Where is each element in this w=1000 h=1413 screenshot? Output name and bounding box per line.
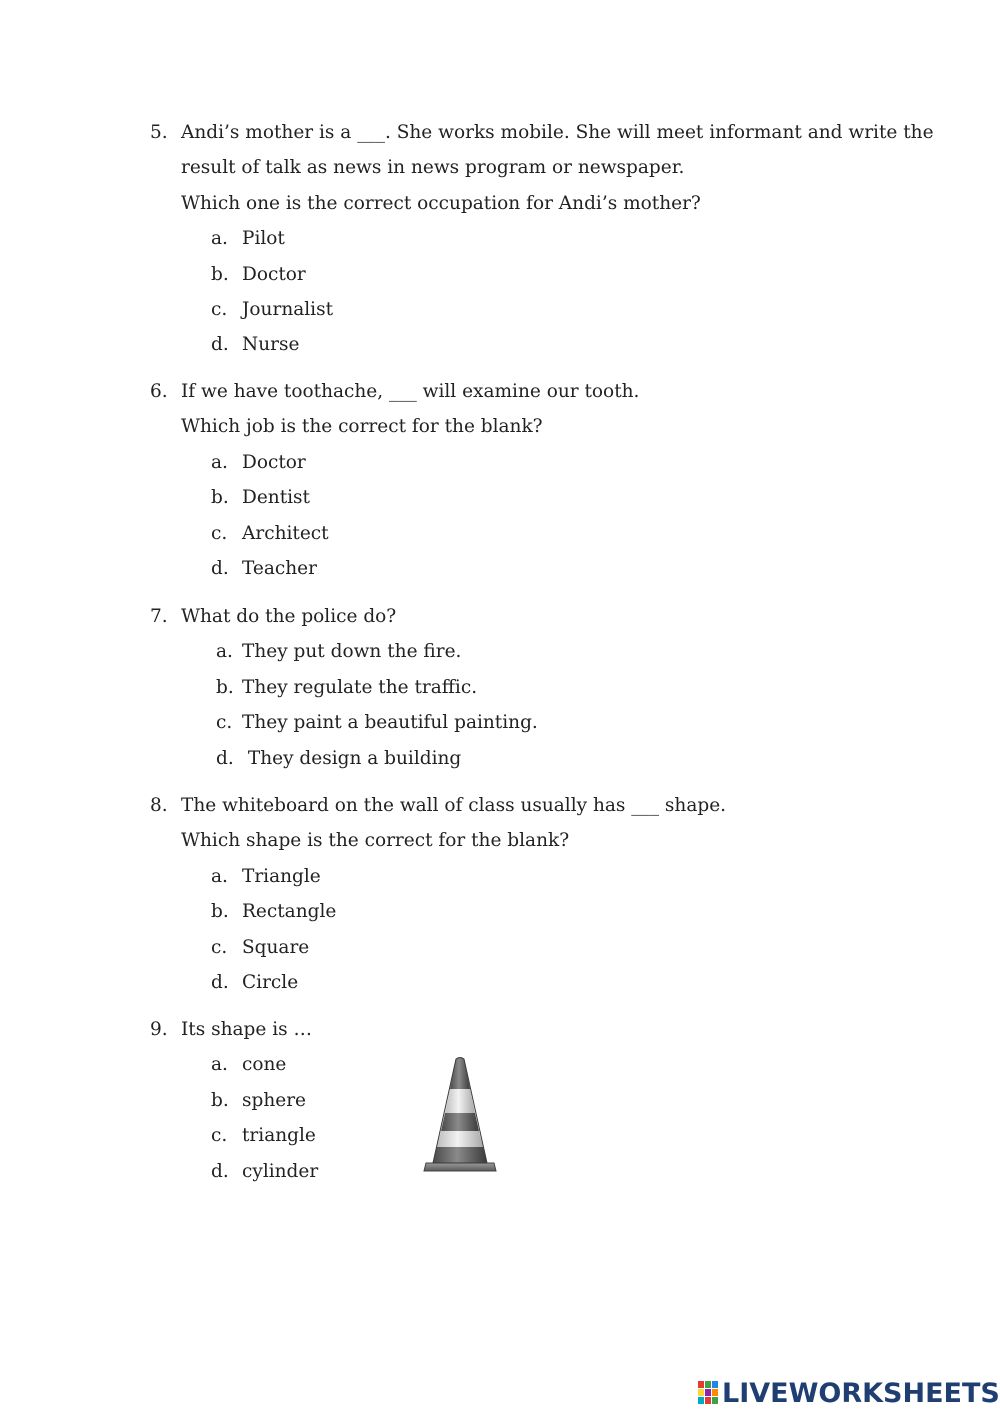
option-text: They paint a beautiful painting.	[242, 712, 538, 734]
question-text: Which job is the correct for the blank?	[181, 416, 543, 438]
answer-option[interactable]	[150, 741, 880, 776]
option-letter: c.	[211, 936, 228, 958]
option-letter: c.	[216, 712, 233, 734]
question-line	[150, 409, 880, 444]
question-9	[150, 1012, 880, 1189]
option-letter: a.	[211, 228, 228, 250]
question-text: If we have toothache, ___ will examine our tooth.	[181, 381, 640, 402]
option-text: triangle	[242, 1125, 316, 1147]
option-text: Journalist	[242, 298, 334, 320]
traffic-cone-icon	[420, 1055, 500, 1177]
question-number: 5.	[150, 122, 168, 143]
answer-option[interactable]	[150, 221, 880, 256]
question-line	[150, 1012, 880, 1047]
answer-option[interactable]	[150, 705, 880, 740]
option-letter: b.	[211, 263, 229, 285]
question-7	[150, 599, 880, 776]
option-letter: a.	[211, 1054, 228, 1076]
question-text: Andi’s mother is a ___. She works mobile. She will meet informant and write the	[181, 122, 934, 143]
question-line	[150, 823, 880, 858]
option-text: Dentist	[242, 487, 310, 509]
question-text: result of talk as news in news program or newspaper.	[181, 157, 685, 179]
answer-option[interactable]	[150, 894, 880, 929]
answer-option[interactable]	[150, 1154, 880, 1189]
option-text: sphere	[242, 1089, 306, 1111]
option-letter: c.	[211, 522, 228, 544]
option-text: Nurse	[242, 334, 300, 356]
option-text: They put down the fire.	[242, 641, 462, 663]
answer-option[interactable]	[150, 930, 880, 965]
option-letter: b.	[211, 487, 229, 509]
option-letter: d.	[211, 334, 229, 356]
question-line	[150, 788, 880, 823]
answer-option[interactable]	[150, 551, 880, 586]
answer-option[interactable]	[150, 859, 880, 894]
answer-option[interactable]	[150, 257, 880, 292]
answer-option[interactable]	[150, 1047, 880, 1082]
option-letter: c.	[211, 298, 228, 320]
option-letter: d.	[211, 557, 229, 579]
option-text: They regulate the traffic.	[242, 676, 478, 698]
option-text: Doctor	[242, 451, 306, 473]
brand-name: LIVEWORKSHEETS	[722, 1377, 1000, 1409]
option-letter: b.	[211, 901, 229, 923]
option-letter: a.	[211, 865, 228, 887]
question-number: 9.	[150, 1019, 168, 1040]
question-8	[150, 788, 880, 1000]
answer-option[interactable]	[150, 292, 880, 327]
answer-option[interactable]	[150, 670, 880, 705]
option-text: Square	[242, 936, 310, 958]
answer-option[interactable]	[150, 445, 880, 480]
option-letter: b.	[216, 676, 234, 698]
option-text: Circle	[242, 971, 299, 993]
question-text: Which shape is the correct for the blank?	[181, 830, 570, 852]
footer-brand[interactable]	[697, 1377, 1000, 1409]
question-text: Its shape is …	[181, 1019, 313, 1040]
question-number: 8.	[150, 795, 168, 816]
option-text: Pilot	[242, 228, 285, 250]
question-number: 7.	[150, 606, 168, 627]
option-text: Doctor	[242, 263, 306, 285]
question-text: What do the police do?	[181, 606, 397, 627]
option-letter: d.	[216, 747, 234, 769]
answer-option[interactable]	[150, 634, 880, 669]
answer-option[interactable]	[150, 327, 880, 362]
question-number: 6.	[150, 381, 168, 402]
answer-option[interactable]	[150, 1118, 880, 1153]
option-text: Triangle	[242, 865, 321, 887]
question-6	[150, 374, 880, 586]
option-letter: a.	[216, 641, 233, 663]
option-letter: a.	[211, 451, 228, 473]
question-line	[150, 374, 880, 409]
option-letter: c.	[211, 1125, 228, 1147]
answer-option[interactable]	[150, 480, 880, 515]
question-text: Which one is the correct occupation for Andi’s mother?	[181, 192, 701, 214]
question-line	[150, 186, 880, 221]
option-text: Teacher	[242, 557, 317, 579]
option-text: cylinder	[242, 1160, 319, 1182]
option-letter: b.	[211, 1089, 229, 1111]
answer-option[interactable]	[150, 516, 880, 551]
liveworksheets-logo-icon	[697, 1380, 719, 1406]
option-letter: d.	[211, 1160, 229, 1182]
option-text: cone	[242, 1054, 287, 1076]
answer-option[interactable]	[150, 1083, 880, 1118]
answer-option[interactable]	[150, 965, 880, 1000]
option-text: Rectangle	[242, 901, 337, 923]
option-text: They design a building	[242, 747, 462, 769]
question-5	[150, 115, 934, 363]
option-letter: d.	[211, 971, 229, 993]
question-line	[150, 599, 880, 634]
option-text: Architect	[242, 522, 329, 544]
question-text: The whiteboard on the wall of class usually has ___ shape.	[181, 795, 727, 816]
question-line	[150, 150, 880, 185]
question-line	[150, 115, 934, 150]
